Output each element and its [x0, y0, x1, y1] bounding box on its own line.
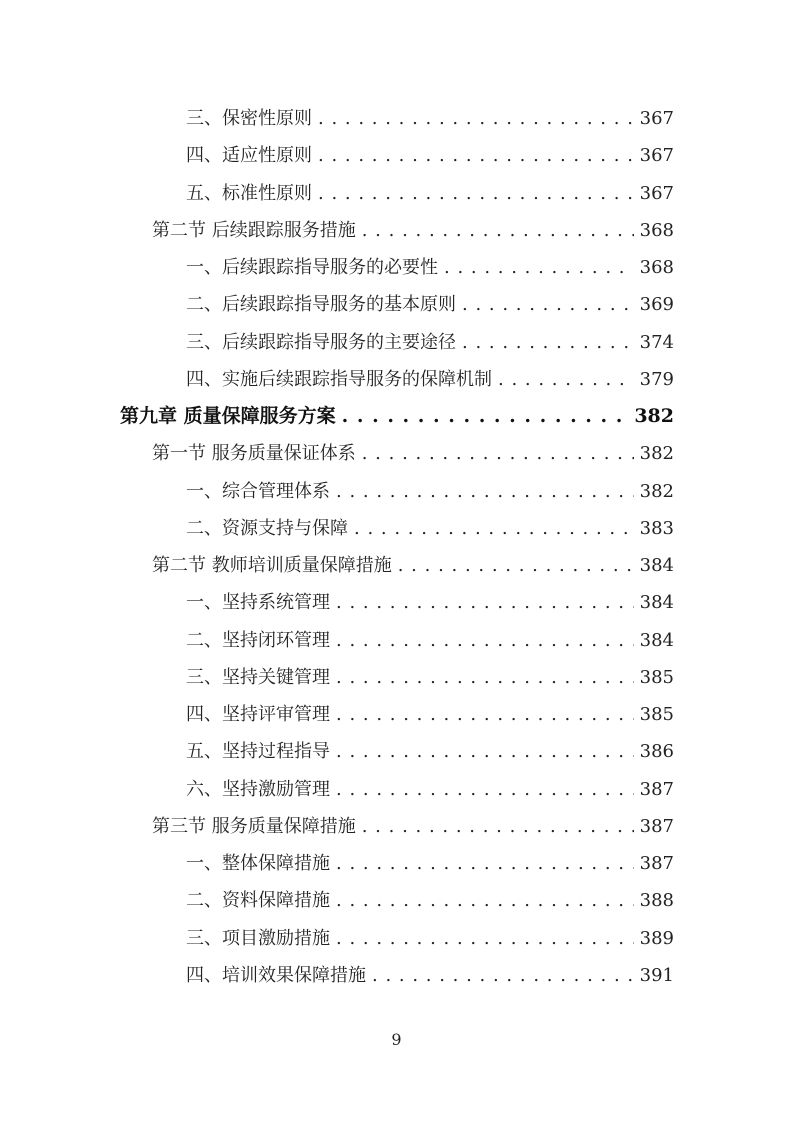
toc-subsection-entry[interactable]: [120, 137, 674, 174]
toc-subsection-entry[interactable]: [120, 659, 674, 696]
dot-leader: [318, 137, 634, 174]
toc-subsection-entry[interactable]: [120, 771, 674, 808]
toc-subsection-entry[interactable]: [120, 249, 674, 286]
toc-entry-page-number: 388: [639, 890, 674, 912]
toc-entry-title: 二、后续跟踪指导服务的基本原则: [186, 294, 456, 316]
toc-entry-title: 一、综合管理体系: [186, 480, 330, 502]
table-of-contents: [120, 100, 674, 994]
dot-leader: [336, 659, 634, 696]
toc-subsection-entry[interactable]: [120, 920, 674, 957]
toc-section-entry[interactable]: [120, 547, 674, 584]
toc-subsection-entry[interactable]: [120, 584, 674, 621]
toc-entry-page-number: 387: [639, 815, 674, 837]
toc-entry-title: 一、坚持系统管理: [186, 592, 330, 614]
toc-entry-title: 第一节 服务质量保证体系: [152, 443, 356, 465]
dot-leader: [336, 882, 634, 919]
toc-section-entry[interactable]: [120, 212, 674, 249]
dot-leader: [336, 771, 634, 808]
toc-section-entry[interactable]: [120, 808, 674, 845]
toc-entry-title: 六、坚持激励管理: [186, 778, 330, 800]
dot-leader: [362, 435, 634, 472]
toc-entry-page-number: 368: [639, 257, 674, 278]
toc-subsection-entry[interactable]: [120, 175, 674, 212]
dot-leader: [336, 696, 634, 733]
dot-leader: [336, 920, 634, 957]
dot-leader: [336, 584, 634, 621]
dot-leader: [462, 286, 634, 323]
toc-entry-title: 四、培训效果保障措施: [186, 964, 366, 986]
toc-subsection-entry[interactable]: [120, 882, 674, 919]
toc-entry-page-number: 387: [639, 853, 674, 874]
toc-subsection-entry[interactable]: [120, 361, 674, 398]
toc-entry-page-number: 374: [639, 331, 674, 353]
toc-entry-title: 三、后续跟踪指导服务的主要途径: [186, 331, 456, 353]
toc-chapter-entry[interactable]: [120, 398, 674, 435]
dot-leader: [498, 361, 634, 398]
toc-entry-title: 一、整体保障措施: [186, 853, 330, 874]
toc-subsection-entry[interactable]: [120, 622, 674, 659]
toc-entry-page-number: 384: [639, 629, 674, 651]
toc-entry-page-number: 387: [639, 778, 674, 800]
dot-leader: [354, 510, 634, 547]
dot-leader: [444, 249, 634, 286]
toc-section-entry[interactable]: [120, 435, 674, 472]
toc-entry-title: 三、坚持关键管理: [186, 666, 330, 688]
toc-entry-title: 第九章 质量保障服务方案: [120, 405, 336, 427]
toc-entry-title: 第二节 教师培训质量保障措施: [152, 555, 392, 576]
toc-entry-title: 三、项目激励措施: [186, 927, 330, 949]
toc-entry-title: 四、实施后续跟踪指导服务的保障机制: [186, 368, 492, 390]
toc-entry-page-number: 379: [639, 368, 674, 390]
toc-entry-page-number: 367: [639, 108, 674, 129]
page-number-footer: 9: [391, 1030, 402, 1049]
dot-leader: [362, 212, 634, 249]
toc-entry-page-number: 367: [639, 182, 674, 204]
toc-entry-title: 二、资料保障措施: [186, 890, 330, 912]
toc-entry-page-number: 385: [639, 666, 674, 688]
dot-leader: [318, 100, 634, 137]
toc-entry-title: 第三节 服务质量保障措施: [152, 815, 356, 837]
toc-subsection-entry[interactable]: [120, 510, 674, 547]
dot-leader: [362, 808, 634, 845]
toc-entry-title: 第二节 后续跟踪服务措施: [152, 219, 356, 241]
toc-entry-page-number: 367: [639, 145, 674, 167]
toc-entry-page-number: 384: [639, 592, 674, 614]
dot-leader: [336, 733, 634, 770]
toc-subsection-entry[interactable]: [120, 324, 674, 361]
toc-subsection-entry[interactable]: [120, 286, 674, 323]
toc-entry-page-number: 382: [639, 443, 674, 465]
dot-leader: [462, 324, 634, 361]
toc-entry-page-number: 386: [639, 741, 674, 763]
toc-entry-page-number: 383: [639, 517, 674, 539]
toc-subsection-entry[interactable]: [120, 733, 674, 770]
toc-entry-title: 四、适应性原则: [186, 145, 312, 167]
toc-entry-title: 一、后续跟踪指导服务的必要性: [186, 257, 438, 278]
dot-leader: [398, 547, 634, 584]
toc-entry-title: 三、保密性原则: [186, 108, 312, 129]
toc-entry-title: 二、坚持闭环管理: [186, 629, 330, 651]
toc-entry-page-number: 384: [639, 555, 674, 576]
dot-leader: [318, 175, 634, 212]
dot-leader: [336, 622, 634, 659]
toc-subsection-entry[interactable]: [120, 100, 674, 137]
dot-leader: [342, 398, 629, 435]
dot-leader: [336, 473, 634, 510]
toc-entry-title: 二、资源支持与保障: [186, 517, 348, 539]
dot-leader: [372, 957, 634, 994]
toc-subsection-entry[interactable]: [120, 473, 674, 510]
dot-leader: [336, 845, 634, 882]
toc-entry-page-number: 389: [639, 927, 674, 949]
toc-subsection-entry[interactable]: [120, 845, 674, 882]
toc-entry-page-number: 382: [634, 405, 674, 427]
toc-entry-title: 五、标准性原则: [186, 182, 312, 204]
toc-entry-page-number: 385: [639, 704, 674, 725]
toc-subsection-entry[interactable]: [120, 957, 674, 994]
toc-entry-page-number: 382: [639, 480, 674, 502]
toc-entry-title: 四、坚持评审管理: [186, 704, 330, 725]
toc-entry-page-number: 369: [639, 294, 674, 316]
toc-subsection-entry[interactable]: [120, 696, 674, 733]
toc-entry-page-number: 368: [639, 219, 674, 241]
toc-entry-title: 五、坚持过程指导: [186, 741, 330, 763]
toc-entry-page-number: 391: [639, 964, 674, 986]
